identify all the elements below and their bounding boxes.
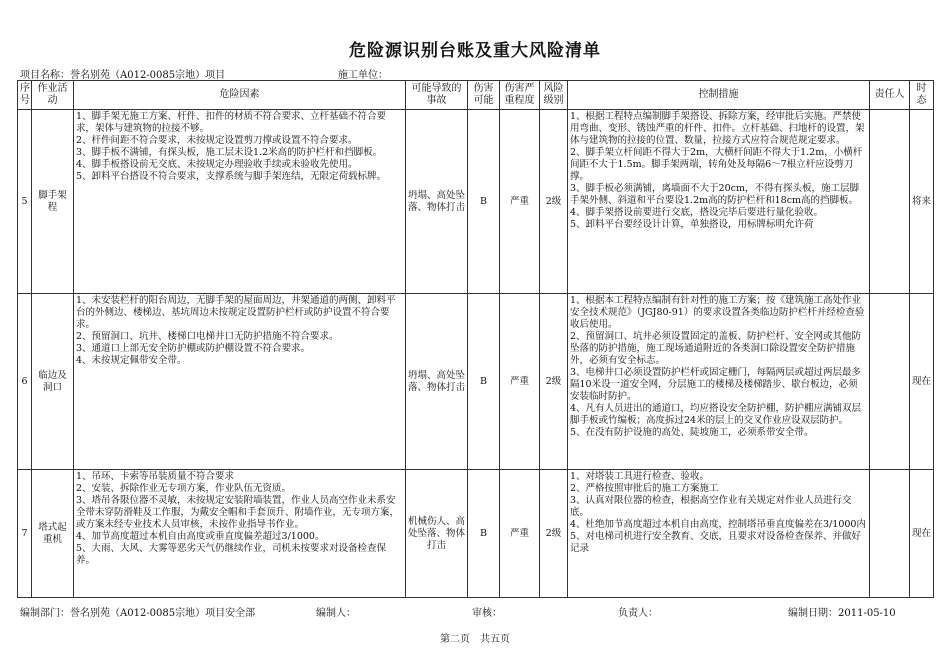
row-accident: 坍塌、高处坠落、物体打击 xyxy=(406,110,468,294)
measure-item: 3、脚手板必须满铺，离墙面不大于20cm，不得有探头板，施工层脚手架外侧、斜道和平台要设1.2m高的防护栏杆和18cm高的挡脚板。 xyxy=(570,183,859,206)
row-possibility: B xyxy=(468,294,500,470)
row-status: 现在 xyxy=(910,294,934,470)
page-title: 危险源识别台账及重大风险清单 xyxy=(349,41,601,61)
row-accident: 机械伤人、高处坠落、物体打击 xyxy=(406,470,468,598)
footer-dept: 编制部门：誉名别苑（A012-0085宗地）项目安全部 xyxy=(20,608,256,619)
header-activity: 作业活动 xyxy=(32,81,74,110)
measure-item: 3、电梯井口必须设置防护栏杆或固定栅门，每隔两层或超过两层最多隔10米设一道安全网，分层施工的楼梯及楼梯踏步、歇台板边，必须安装临时防护。 xyxy=(570,367,862,402)
measure-item: 5、对电梯司机进行安全教育、交底，且要求对设备检查保养、并做好记录 xyxy=(570,531,862,554)
footer-date: 编制日期：2011-05-10 xyxy=(788,608,896,619)
footer-reviewer: 审核： xyxy=(472,608,502,619)
row-severity: 严重 xyxy=(500,294,540,470)
hazard-item: 3、脚手板不满铺，有探头板，施工层未设1.2米高的防护栏杆和挡脚板。 xyxy=(76,147,383,158)
row-level: 2级 xyxy=(540,110,568,294)
hazard-item: 5、卸料平台搭设不符合要求，支撑系统与脚手架连结，无限定荷载标牌。 xyxy=(76,171,387,182)
header-accident: 可能导致的事故 xyxy=(406,81,468,110)
row-severity: 严重 xyxy=(500,470,540,598)
measure-item: 4、脚手架搭设前要进行交底，搭设完毕后要进行量化验收。 xyxy=(570,207,824,218)
row-activity: 塔式起重机 xyxy=(32,470,74,598)
measure-item: 2、脚手架立杆间距不得大于2m，大横杆间距不得大于1.2m，小横杆间距不大于1.5m。脚手架两端，转角处及每隔6～7根立杆应设剪刀撑。 xyxy=(570,147,863,182)
header-owner: 责任人 xyxy=(870,81,910,110)
measure-item: 1、根据工程特点编制脚手架搭设、拆除方案，经审批后实施。严禁使用弯曲、变形、锈蚀严重的杆件、扣件。立杆基础、扫地杆的设置，架体与建筑物的拉接的位置、数量，拉接方式应符合规范规定要求。 xyxy=(570,111,865,146)
hazard-item: 5、大雨、大风、大雾等恶劣天气仍继续作业，司机未按要求对设备检查保养。 xyxy=(76,543,387,566)
row-hazards xyxy=(74,470,406,598)
row-activity: 脚手架程 xyxy=(32,110,74,294)
row-seq: 5 xyxy=(18,110,32,294)
row-possibility: B xyxy=(468,110,500,294)
page-number: 第二页 共五页 xyxy=(440,634,510,645)
row-hazards xyxy=(74,294,406,470)
hazard-item: 2、预留洞口、坑井、楼梯口电梯井口无防护措施不符合要求。 xyxy=(76,331,339,342)
header-status: 时态 xyxy=(910,81,934,110)
table-header-row xyxy=(18,81,934,110)
row-owner xyxy=(870,294,910,470)
measure-item: 2、严格按照审批后的施工方案施工 xyxy=(570,483,719,494)
row-level: 2级 xyxy=(540,294,568,470)
measure-item: 5、在没有防护设施的高处、陡坡施工，必须系带安全带。 xyxy=(570,427,814,438)
header-level: 风险级别 xyxy=(540,81,568,110)
hazard-item: 3、塔吊各限位器不灵敏，未按规定安装附墙装置，作业人员高空作业未系安全带未穿防滑鞋及工作服，为戴安全帽和手套顶升、附墙作业，无专项方案，或方案未经专业技术人员审核，未按作业指导书作业。 xyxy=(76,495,400,530)
row-status: 将来 xyxy=(910,110,934,294)
measure-item: 2、预留洞口、坑井必须设置固定的盖板、防护栏杆、安全网或其他防坠落的防护措施，施工现场通道附近的各类洞口除设置安全防护措施外，必须有安全标志。 xyxy=(570,331,862,366)
footer-preparer: 编制人： xyxy=(316,608,356,619)
row-hazards xyxy=(74,110,406,294)
hazard-table xyxy=(17,80,934,598)
measure-item: 4、杜绝加节高度超过本机自由高度，控制塔吊垂直度偏差在3/1000内 xyxy=(570,519,866,530)
hazard-item: 1、脚手架无施工方案、杆件、扣件的材质不符合要求、立杆基础不符合要求，架体与建筑物的拉接不够。 xyxy=(76,111,387,134)
project-info xyxy=(20,66,338,81)
meta-line xyxy=(20,66,932,81)
hazard-item: 3、通道口上部无安全防护棚或防护棚设置不符合要求。 xyxy=(76,343,311,354)
row-measures xyxy=(568,470,870,598)
header-hazard: 危险因素 xyxy=(74,81,406,110)
header-measures: 控制措施 xyxy=(568,81,870,110)
row-accident: 坍塌、高处坠落、物体打击 xyxy=(406,294,468,470)
project-label: 项目名称： xyxy=(20,70,70,81)
table-row xyxy=(18,470,934,598)
measure-item: 1、根据本工程特点编制有针对性的施工方案；按《建筑施工高处作业安全技术规范》（JGJ80-91）的要求设置各类临边防护栏杆并经检查验收后使用。 xyxy=(570,295,865,330)
hazard-item: 4、加节高度超过本机自由高度或垂直度偏差超过3/1000。 xyxy=(76,531,325,542)
hazard-item: 2、安装、拆除作业无专项方案，作业队伍无资质。 xyxy=(76,483,292,494)
hazard-item: 4、脚手板搭设前无交底、未按规定办理验收手续或未验收先使用。 xyxy=(76,159,358,170)
table-row xyxy=(18,294,934,470)
row-seq: 7 xyxy=(18,470,32,598)
row-owner xyxy=(870,110,910,294)
row-activity: 临边及洞口 xyxy=(32,294,74,470)
row-measures xyxy=(568,294,870,470)
measure-item: 5、卸料平台要经设计计算，单独搭设，用标牌标明允许荷 xyxy=(570,219,814,230)
measure-item: 4、凡有人员进出的通道口，均应搭设安全防护棚，防护棚应满铺双层脚手板或竹编板；高度拆过24米的层上的交叉作业应设双层防护。 xyxy=(570,403,862,426)
measure-item: 3、认真对限位器的检查，根据高空作业有关规定对作业人员进行交底。 xyxy=(570,495,852,518)
row-severity: 严重 xyxy=(500,110,540,294)
header-seq: 序号 xyxy=(18,81,32,110)
header-possibility: 伤害可能 xyxy=(468,81,500,110)
footer-responsible: 负责人： xyxy=(618,608,658,619)
row-level: 2级 xyxy=(540,470,568,598)
row-owner xyxy=(870,470,910,598)
hazard-item: 1、吊环、卡索等吊装质量不符合要求 xyxy=(76,471,235,482)
hazard-item: 2、杆件间距不符合要求，未按规定设置剪刀撑或设置不符合要求。 xyxy=(76,135,358,146)
table-row xyxy=(18,110,934,294)
measure-item: 1、对塔装工具进行检查、验收。 xyxy=(570,471,710,482)
row-seq: 6 xyxy=(18,294,32,470)
hazard-item: 1、未安装栏杆的阳台周边，无脚手架的屋面周边，井架通道的两侧、卸料平台的外侧边、楼梯边、基坑周边未按规定设置防护栏杆或防护设置不符合要求。 xyxy=(76,295,396,330)
row-measures xyxy=(568,110,870,294)
row-possibility: B xyxy=(468,470,500,598)
header-severity: 伤害严重程度 xyxy=(500,81,540,110)
unit-label: 施工单位： xyxy=(338,70,388,81)
row-status: 现在 xyxy=(910,470,934,598)
hazard-item: 4、未按规定佩带安全带。 xyxy=(76,355,187,366)
project-name: 誉名别苑（A012-0085宗地）项目 xyxy=(70,70,226,81)
